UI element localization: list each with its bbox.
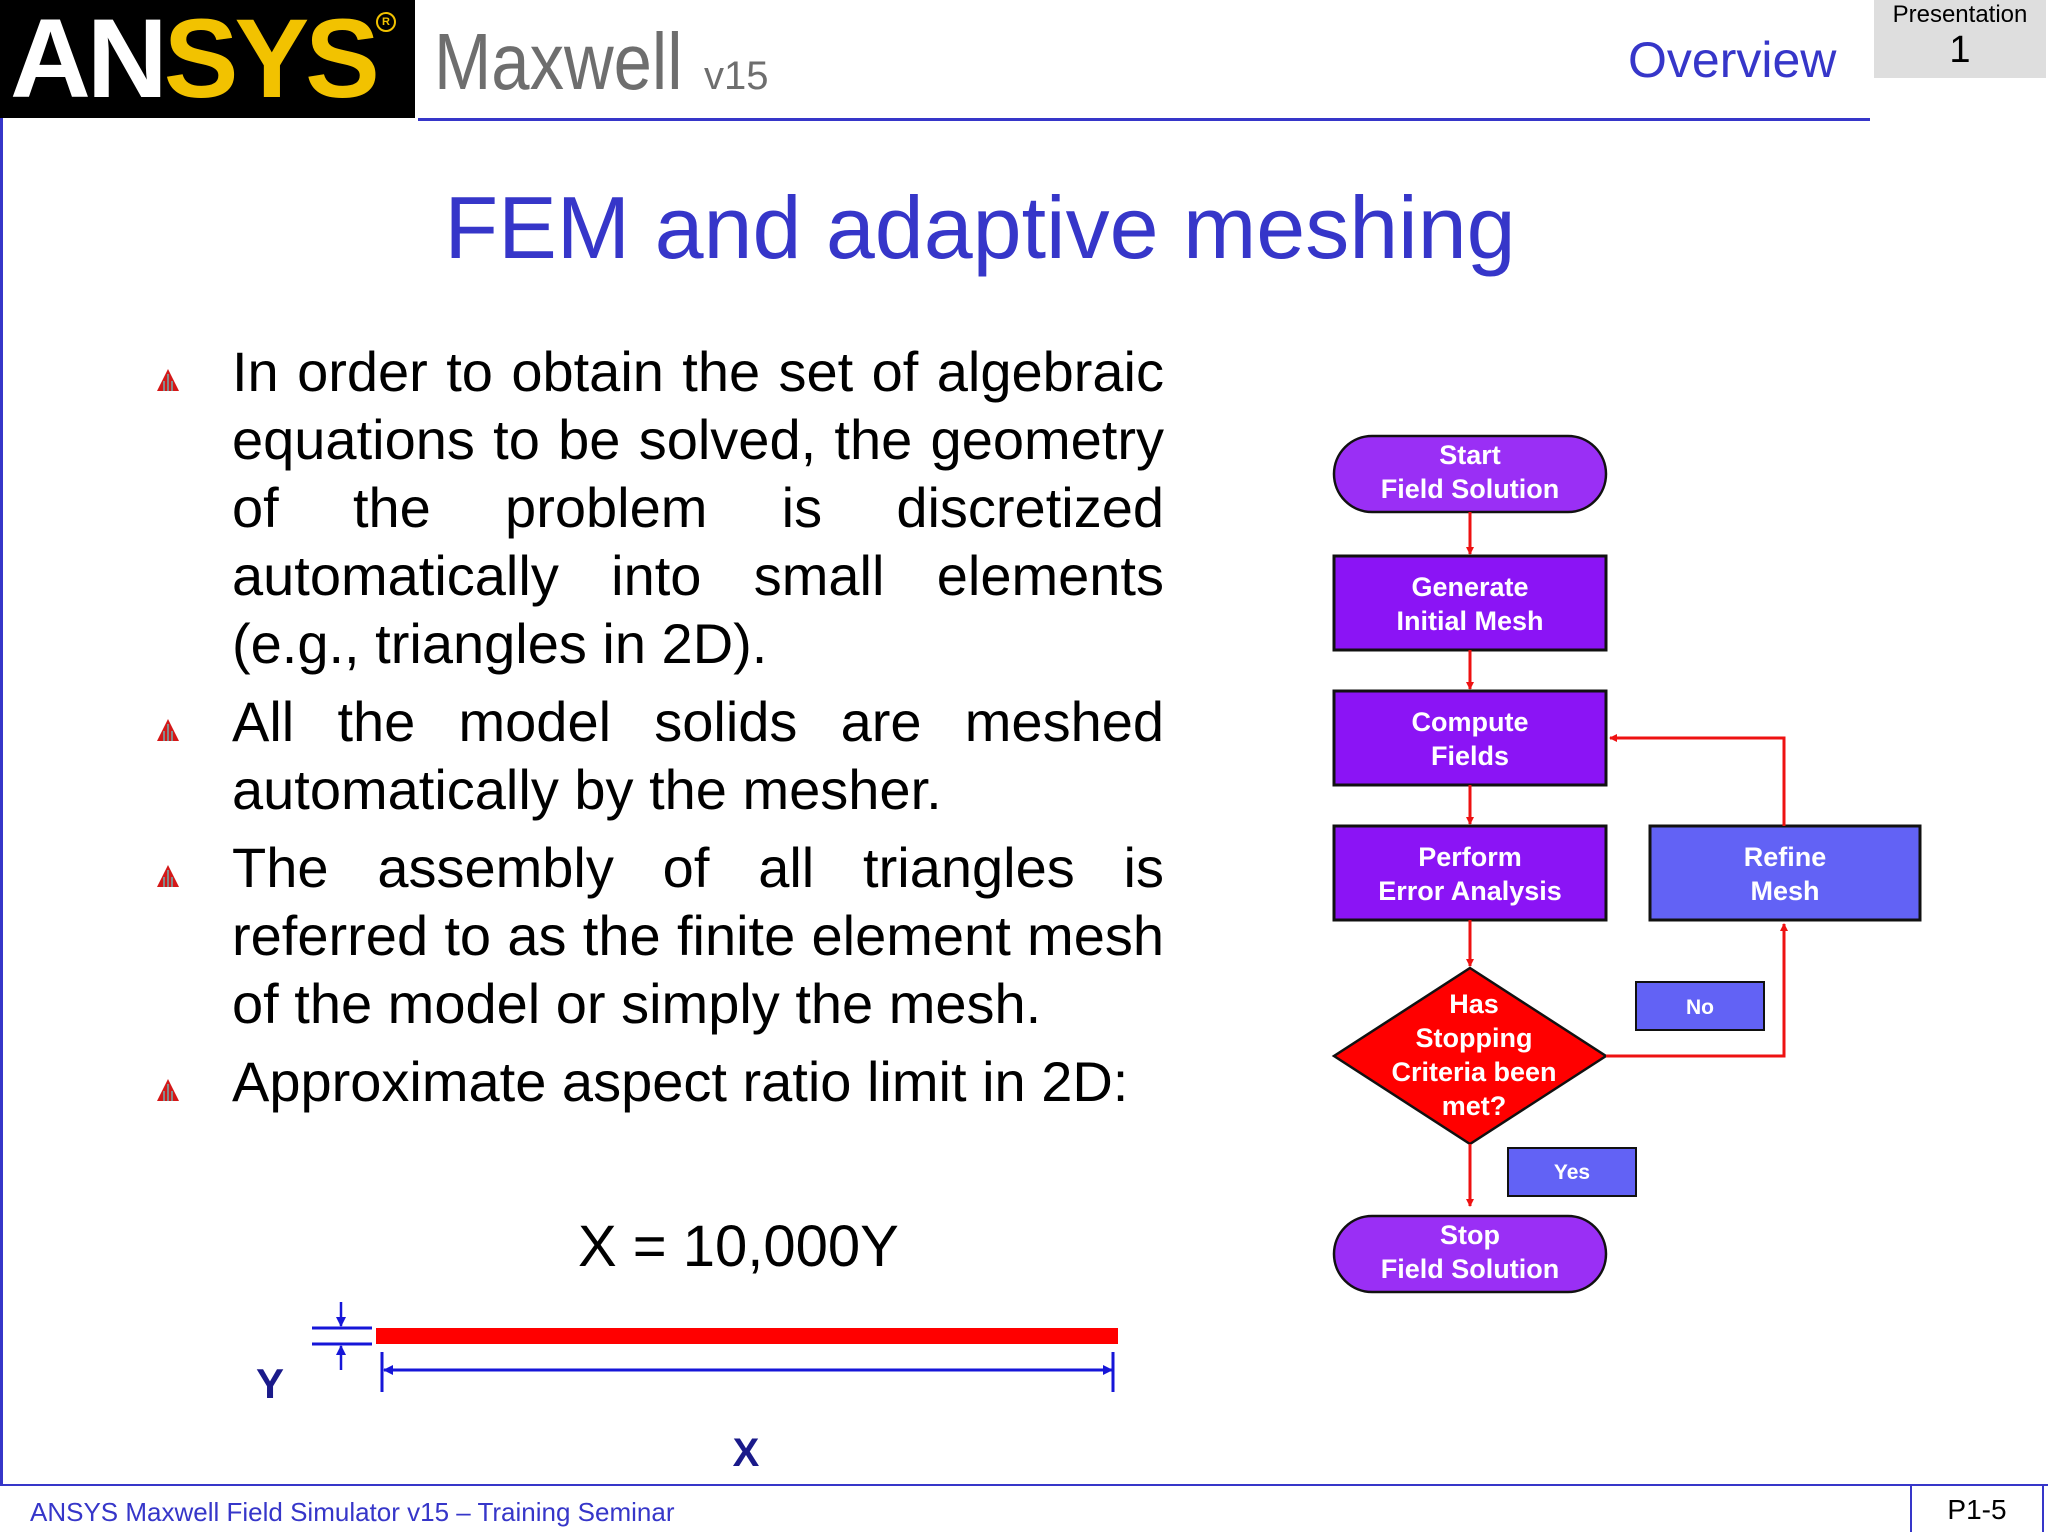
- presentation-label: Presentation: [1892, 1, 2028, 28]
- product-version: v15: [704, 54, 769, 98]
- registered-mark-icon: R: [376, 12, 396, 32]
- decision-label-line1: Has: [1449, 989, 1499, 1019]
- arrow-refine-to-compute: [1610, 738, 1784, 826]
- generate-label-line1: Generate: [1411, 572, 1529, 602]
- bullet-text: Approximate aspect ratio limit in 2D:: [232, 1050, 1129, 1113]
- start-label-line2: Field Solution: [1380, 474, 1560, 504]
- stop-label-line1: Stop: [1440, 1220, 1500, 1250]
- presentation-number: 1: [1949, 29, 1971, 71]
- refine-label-line1: Refine: [1743, 842, 1827, 872]
- aspect-ratio-diagram: [256, 1302, 1118, 1475]
- compute-label-line2: Fields: [1430, 741, 1510, 771]
- aspect-ratio-formula: X = 10,000Y: [578, 1214, 899, 1279]
- x-dimension-label: X: [732, 1431, 760, 1475]
- stop-label-line2: Field Solution: [1380, 1254, 1560, 1284]
- product-name: Maxwell: [434, 17, 683, 106]
- refine-label-line2: Mesh: [1750, 876, 1820, 906]
- perform-label-line2: Error Analysis: [1378, 876, 1562, 906]
- bullet-text: All the model solids are meshed automatically by the mesher.: [232, 690, 1164, 821]
- bullet-text: In order to obtain the set of algebraic equations to be solved, the geometry of the problem is discretized automatically into small elements (e.g., triangles in 2D).: [232, 340, 1164, 675]
- yes-branch-label: Yes: [1553, 1161, 1591, 1184]
- no-branch-label: No: [1686, 996, 1714, 1019]
- perform-label-line1: Perform: [1418, 842, 1522, 872]
- decision-label-line2: Stopping: [1415, 1023, 1533, 1053]
- thin-element-bar: [376, 1328, 1118, 1344]
- page-number: P1-5: [1910, 1484, 2044, 1532]
- generate-label-line2: Initial Mesh: [1396, 606, 1544, 636]
- decision-label-line3: Criteria been: [1391, 1057, 1557, 1087]
- decision-label-line4: met?: [1441, 1091, 1507, 1121]
- y-dimension-label: Y: [255, 1360, 285, 1407]
- footer-text: ANSYS Maxwell Field Simulator v15 – Training Seminar: [30, 1497, 675, 1527]
- section-title: Overview: [1628, 32, 1837, 88]
- adaptive-mesh-flowchart: [1334, 436, 1920, 1292]
- footer-divider: [0, 1484, 2048, 1486]
- logo-wordmark: ANSYS: [10, 0, 376, 121]
- bullet-text: The assembly of all triangles is referred to as the finite element mesh of the model or simply the mesh.: [232, 836, 1164, 1035]
- compute-label-line1: Compute: [1411, 707, 1529, 737]
- slide-title: FEM and adaptive meshing: [444, 178, 1516, 277]
- start-label-line1: Start: [1439, 440, 1501, 470]
